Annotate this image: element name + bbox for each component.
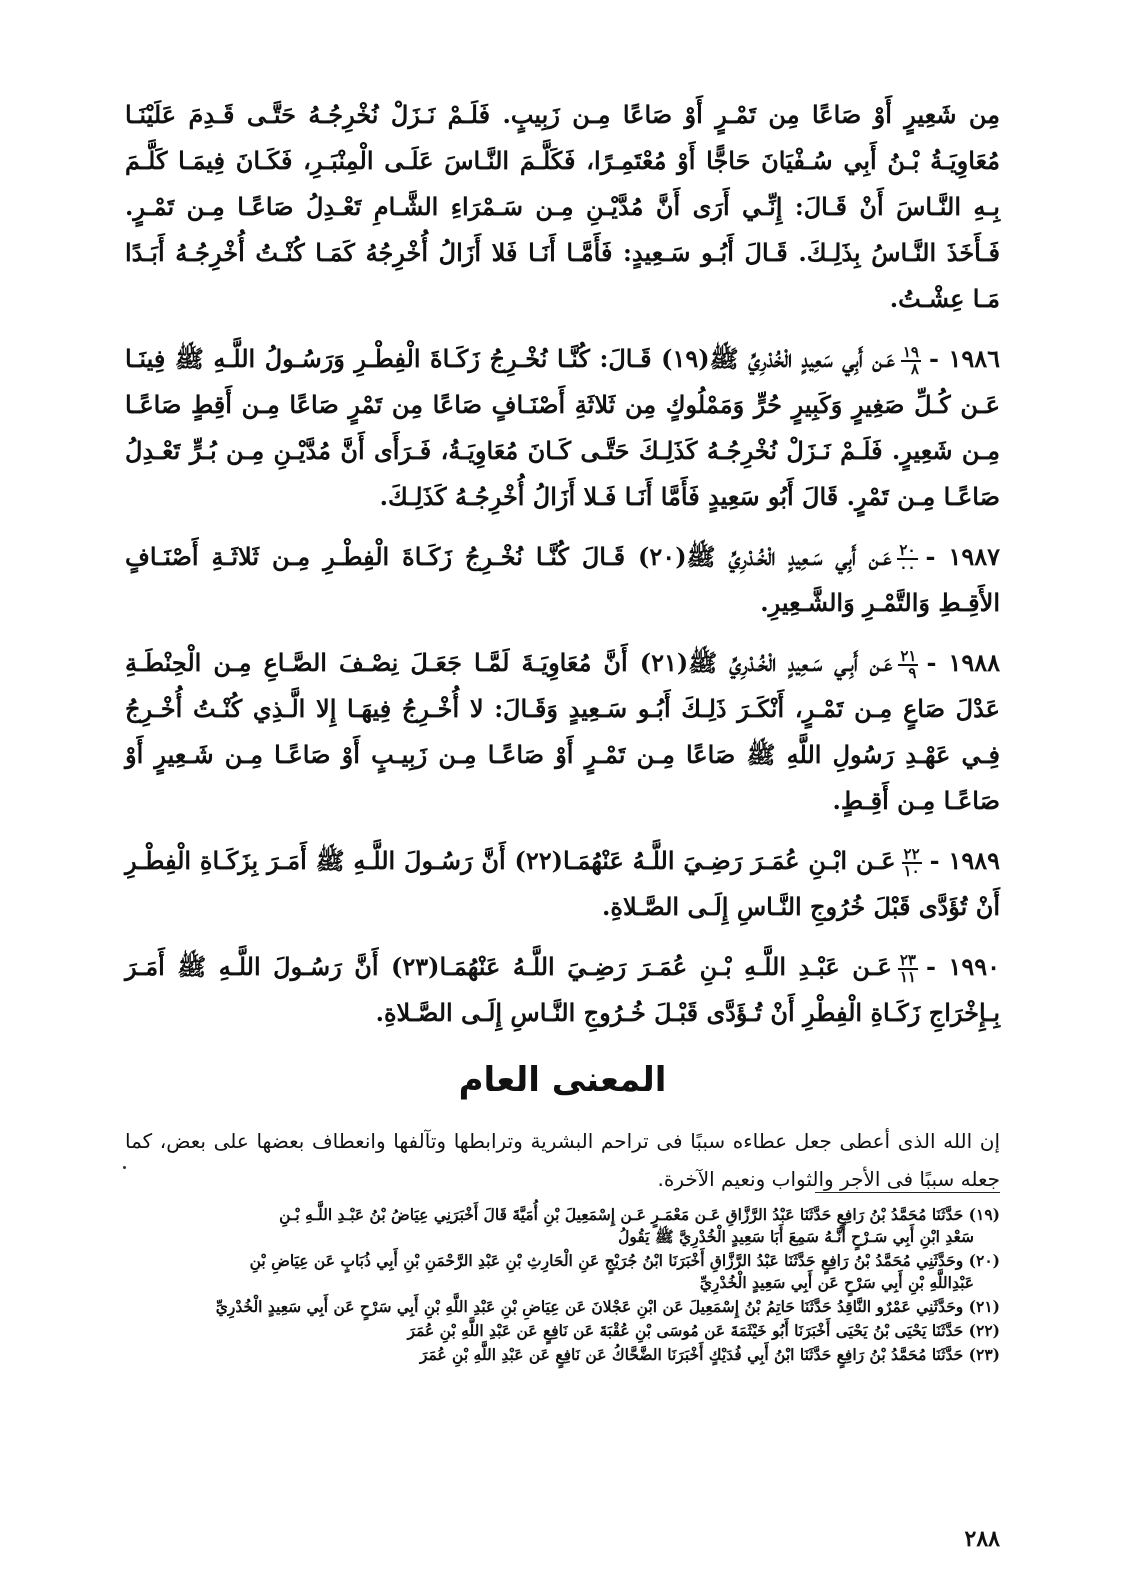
hadith-reference-fraction [898, 950, 918, 986]
reference-bottom: ٩ [908, 663, 917, 682]
hadith-1989 [125, 838, 1000, 930]
page-number: ٢٨٨ [964, 1526, 1000, 1552]
hadith-reference-fraction [897, 540, 917, 576]
reference-bottom: ١٠ [903, 861, 920, 880]
hadith-text: عَـن ابْـنِ عُمَـرَ رَضِـيَ اللَّـهُ عَنْهُمَـا(٢٢) أَنَّ رَسُـولَ اللَّـهِ ﷺ أَمَـرَ بِزَكَـاةِ الْفِطْـرِ أَنْ تُؤَدَّى قَبْلَ خُرُوجِ النَّـاسِ إِلَـى الصَّـلاةِ. [125, 846, 1000, 921]
footnotes [125, 1204, 1000, 1368]
hadith-1986 [125, 336, 1000, 520]
section-title: المعنى العام [458, 1060, 667, 1100]
main-text-column [125, 92, 1000, 1198]
footnote-22 [125, 1320, 1000, 1342]
opening-paragraph: مِن شَعِيرٍ أَوْ صَاعًا مِن تَمْـرٍ أَوْ صَاعًا مِـن زَبِيبٍ. فَلَـمْ نَـزَلْ نُخْرِجُـهُ حَتَّـى قَـدِمَ عَلَيْنَـا مُعَاوِيَـةُ بْـنُ أَبِي سُـفْيَانَ حَاجًّا أَوْ مُعْتَمِـرًا، فَكَلَّـمَ النَّـاسَ عَلَـى الْمِنْبَـرِ، فَكَـانَ فِيمَـا كَلَّـمَ بِـهِ النَّـاسَ أَنْ قَـالَ: إِنِّـي أَرَى أَنَّ مُدَّيْـنِ مِـن سَـمْرَاءِ الشَّـامِ تَعْـدِلُ صَاعًـا مِـن تَمْـرٍ. فَـأَخَذَ النَّـاسُ بِذَلِـكَ. قَـالَ أَبُـو سَـعِيدٍ: فَأَمَّـا أَنَـا فَلا أَزَالُ أُخْرِجُهُ كَمَـا كُنْـتُ أُخْرِجُـهُ أَبَـدًا مَـا عِشْـتُ. [125, 100, 1000, 313]
footnote-23 [125, 1344, 1000, 1366]
hadith-1990 [125, 944, 1000, 1036]
footnote-line: (٢٣) حَدَّثَنَا مُحَمَّدُ بْنُ رَافِعٍ حَدَّثَنَا ابْنُ أَبِي فُدَيْكٍ أَخْبَرَنَا الضَّحَّاكُ عَن نَافِعٍ عَن عَبْدِ اللَّهِ بْنِ عُمَرَ [419, 1345, 1000, 1364]
reference-top: ٢٣ [899, 950, 916, 969]
footnote-21 [125, 1296, 1000, 1318]
reference-top: ١٩ [902, 342, 919, 361]
hadith-number: ١٩٨٦ - [928, 344, 1000, 373]
footnote-line: (١٩) حَدَّثَنَا مُحَمَّدُ بْنُ رَافِعٍ حَدَّثَنَا عَبْدُ الرَّزَّاقِ عَـن مَعْمَـرٍ عَـن إِسْمَعِيلَ بْنِ أُمَيَّةَ قَالَ أَخْبَرَنِي عِيَاضُ بْنُ عَبْـدِ اللَّـهِ بْـنِ [279, 1205, 1000, 1224]
reference-top: ٢٠ [899, 540, 916, 559]
hadith-number: ١٩٨٨ - [926, 648, 1000, 677]
hadith-number: ١٩٨٧ - [925, 542, 1000, 571]
reference-bottom: ٠٠ [899, 557, 916, 576]
hadith-reference-fraction [901, 342, 921, 378]
footnote-continuation: سَعْدِ ابْنِ أَبِي سَـرْحٍ أَنَّـهُ سَمِعَ أَبَا سَعِيدٍ الْخُدْرِيَّ ﷺ يَقُولُ [618, 1227, 974, 1246]
hadith-text: عَـن أَبِـي سَـعِيدٍ الْخُـدْرِيِّ ﷺ(٢١) أَنَّ مُعَاوِيَـةَ لَمَّـا جَعَـلَ نِصْـفَ الصَّـاعِ مِـن الْحِنْطَـةِ عَدْلَ صَاعٍ مِـن تَمْـرٍ، أَنْكَـرَ ذَلِـكَ أَبُـو سَـعِيدٍ وَقَـالَ: لا أُخْـرِجُ فِيهَـا إِلا الَّـذِي كُنْـتُ أُخْـرِجُ فِـي عَهْـدِ رَسُولِ اللَّهِ ﷺ صَاعًا مِـن تَمْـرٍ أَوْ صَاعًـا مِـن زَبِيـبٍ أَوْ صَاعًـا مِـن شَـعِيرٍ أَوْ صَاعًـا مِـن أَقِـطٍ. [125, 648, 1000, 815]
hadith-reference-fraction [902, 844, 922, 880]
hadith-reference-fraction [898, 646, 918, 682]
reference-bottom: ٨ [910, 359, 919, 378]
hadith-1987 [125, 534, 1000, 626]
stray-mark [123, 1166, 126, 1169]
hadith-1988 [125, 640, 1000, 824]
hadith-text: عَـن عَبْـدِ اللَّـهِ بْـنِ عُمَـرَ رَضِـيَ اللَّـهُ عَنْهُمَـا(٢٣) أَنَّ رَسُـولَ اللَّـهِ ﷺ أَمَـرَ بِـإِخْرَاجِ زَكَـاةِ الْفِطْرِ أَنْ تُـؤَدَّى قَبْـلَ خُـرُوجِ النَّـاسِ إِلَـى الصَّـلاةِ. [125, 952, 1000, 1027]
reference-top: ٢١ [900, 646, 917, 665]
hadith-text: عَـن أَبِي سَـعِيدٍ الْخُـدْرِيِّ ﷺ(٢٠) قَـالَ كُنَّـا نُخْـرِجُ زَكَـاةَ الْفِطْـرِ مِـن ثَلاثَـةِ أَصْنَـافٍ الأَقِـطِ وَالتَّمْـرِ وَالشَّـعِيرِ. [125, 542, 1000, 617]
footnote-19 [125, 1204, 1000, 1248]
commentary-paragraph: إن الله الذى أعطى جعل عطاءه سببًا فى تراحم البشرية وترابطها وتآلفها وانعطاف بعضها على بعض، كما جعله سببًا فى الأجر والثواب ونعيم الآخرة. [125, 1129, 1000, 1191]
hadith-text: عَـن أَبِي سَعِيدٍ الْخُدْرِيِّ ﷺ(١٩) قَـالَ: كُنَّـا نُخْـرِجُ زَكَـاةَ الْفِطْـرِ وَرَسُـولُ اللَّـهِ ﷺ فِينَـا عَـن كُـلِّ صَغِيرٍ وَكَبِيرٍ حُرٍّ وَمَمْلُوكٍ مِن ثَلاثَةِ أَصْنَـافٍ صَاعًا مِن تَمْرٍ صَاعًا مِـن أَقِطٍ صَاعًـا مِـن شَعِيرٍ. فَلَـمْ نَـزَلْ نُخْرِجُـهُ كَذَلِـكَ حَتَّـى كَـانَ مُعَاوِيَـةُ، فَـرَأَى أَنَّ مُدَّيْـنِ مِـن بُـرٍّ تَعْـدِلُ صَاعًـا مِـن تَمْرٍ. قَالَ أَبُو سَعِيدٍ فَأَمَّا أَنَـا فَـلا أَزَالُ أُخْرِجُـهُ كَذَلِـكَ. [125, 344, 1000, 511]
reference-top: ٢٢ [903, 844, 920, 863]
hadith-number: ١٩٨٩ - [929, 846, 1000, 875]
hadith-number: ١٩٩٠ - [925, 952, 1000, 981]
reference-bottom: ١١ [899, 967, 916, 986]
footnote-line: (٢٢) حَدَّثَنَا يَحْيَى بْنُ يَحْيَى أَخْبَرَنَا أَبُو خَيْثَمَةَ عَن مُوسَى بْنِ عُقْبَةَ عَن نَافِعٍ عَن عَبْدِ اللَّهِ بْنِ عُمَرَ [407, 1321, 1000, 1340]
footnote-line: (٢١) وحَدَّثَنِي عَمْرٌو النَّاقِدُ حَدَّثَنَا حَاتِمُ بْنُ إِسْمَعِيلَ عَن ابْنِ عَجْلانَ عَن عِيَاضِ بْنِ عَبْدِ اللَّهِ بْنِ أَبِي سَرْحٍ عَن أَبِي سَعِيدٍ الْخُدْرِيِّ [215, 1297, 1000, 1316]
footnote-line: (٢٠) وحَدَّثَنِي مُحَمَّدُ بْنُ رَافِعٍ حَدَّثَنَا عَبْدُ الرَّزَّاقِ أَخْبَرَنَا ابْنُ جُرَيْجٍ عَنِ الْحَارِثِ بْنِ عَبْدِ الرَّحْمَنِ بْنِ أَبِي ذُبَابٍ عَن عِيَاضِ بْنِ [249, 1251, 1000, 1270]
footnote-20 [125, 1250, 1000, 1294]
footnote-divider [815, 1192, 1000, 1193]
footnote-continuation: عَبْدِاللَّهِ بْنِ أَبِي سَرْحٍ عَن أَبِي سَعِيدٍ الْخُدْرِيِّ [699, 1273, 974, 1292]
